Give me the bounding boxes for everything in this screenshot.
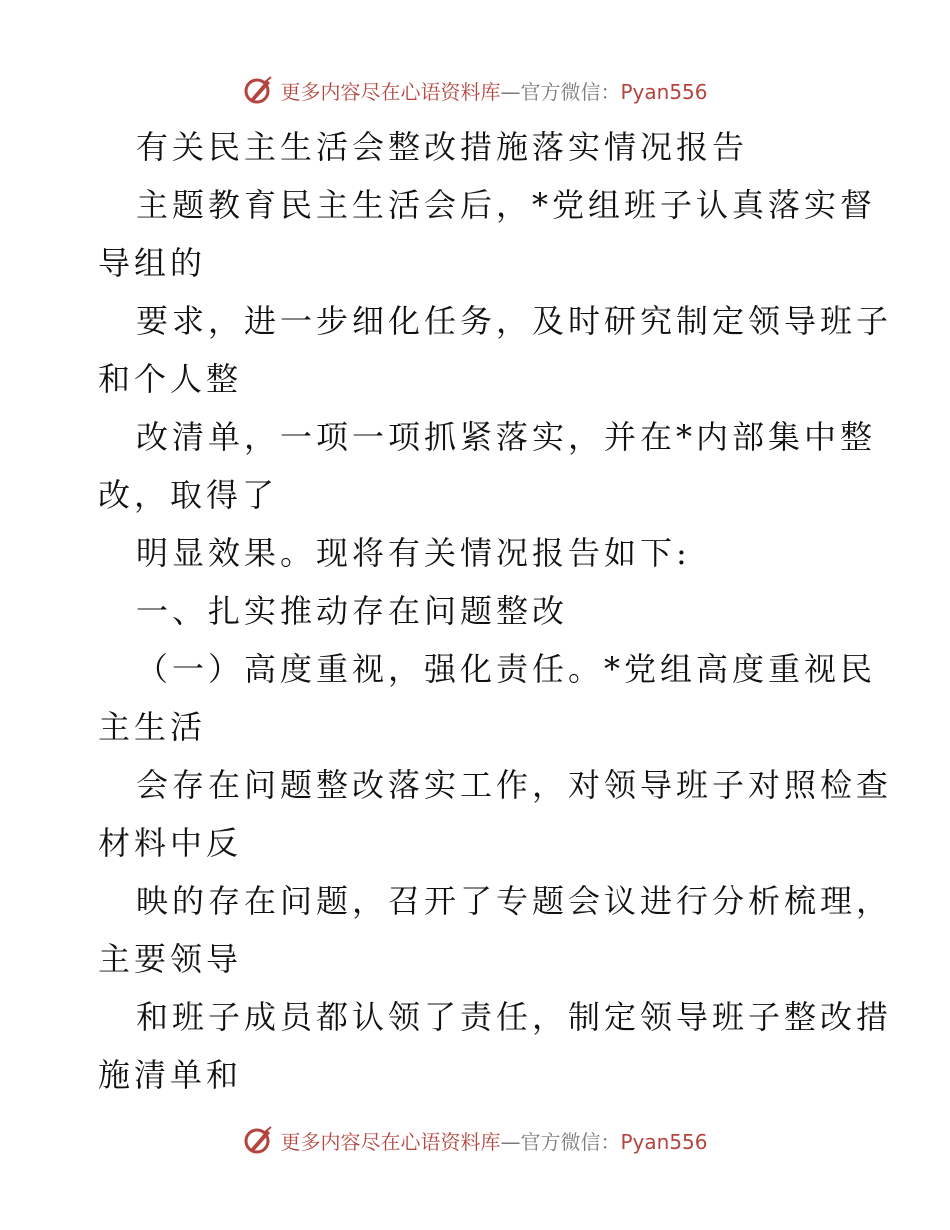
watermark-wechat-label: 官方微信： xyxy=(520,79,621,104)
watermark-text xyxy=(280,1126,707,1155)
text-line: 改，取得了 xyxy=(98,476,279,514)
header-watermark xyxy=(0,70,950,110)
text-line: 主生活 xyxy=(98,708,207,746)
text-line: 明显效果。现将有关情况报告如下: xyxy=(136,534,691,572)
watermark-separator: — xyxy=(500,1129,521,1154)
text-line: 有关民主生活会整改措施落实情况报告 xyxy=(136,128,749,166)
watermark-wechat-id: Pyan556 xyxy=(620,79,708,104)
document-body xyxy=(98,118,893,1104)
text-line: 和个人整 xyxy=(98,360,243,398)
text-line: 会存在问题整改落实工作，对领导班子对照检查 xyxy=(136,766,893,804)
watermark-site: 更多内容尽在心语资料库 xyxy=(280,1129,501,1154)
text-line: 材料中反 xyxy=(98,824,243,862)
watermark-wechat-label: 官方微信： xyxy=(520,1129,621,1154)
watermark-site: 更多内容尽在心语资料库 xyxy=(280,79,501,104)
text-line: （一）高度重视，强化责任。*党组高度重视民 xyxy=(136,650,877,688)
text-line: 改清单，一项一项抓紧落实，并在*内部集中整 xyxy=(136,418,877,456)
text-line: 主要领导 xyxy=(98,940,243,978)
text-line: 施清单和 xyxy=(98,1056,243,1094)
text-line: 导组的 xyxy=(98,244,207,282)
text-line: 和班子成员都认领了责任，制定领导班子整改措 xyxy=(136,998,893,1036)
watermark-text xyxy=(280,76,707,105)
watermark-separator: — xyxy=(500,79,521,104)
quill-pen-logo-icon xyxy=(242,1124,274,1156)
footer-watermark xyxy=(0,1120,950,1160)
text-line: 映的存在问题，召开了专题会议进行分析梳理， xyxy=(136,882,893,920)
text-line: 主题教育民主生活会后，*党组班子认真落实督 xyxy=(136,186,877,224)
watermark-wechat-id: Pyan556 xyxy=(620,1129,708,1154)
quill-pen-logo-icon xyxy=(242,74,274,106)
text-line: 一、扎实推动存在问题整改 xyxy=(136,592,569,630)
text-line: 要求，进一步细化任务，及时研究制定领导班子 xyxy=(136,302,893,340)
